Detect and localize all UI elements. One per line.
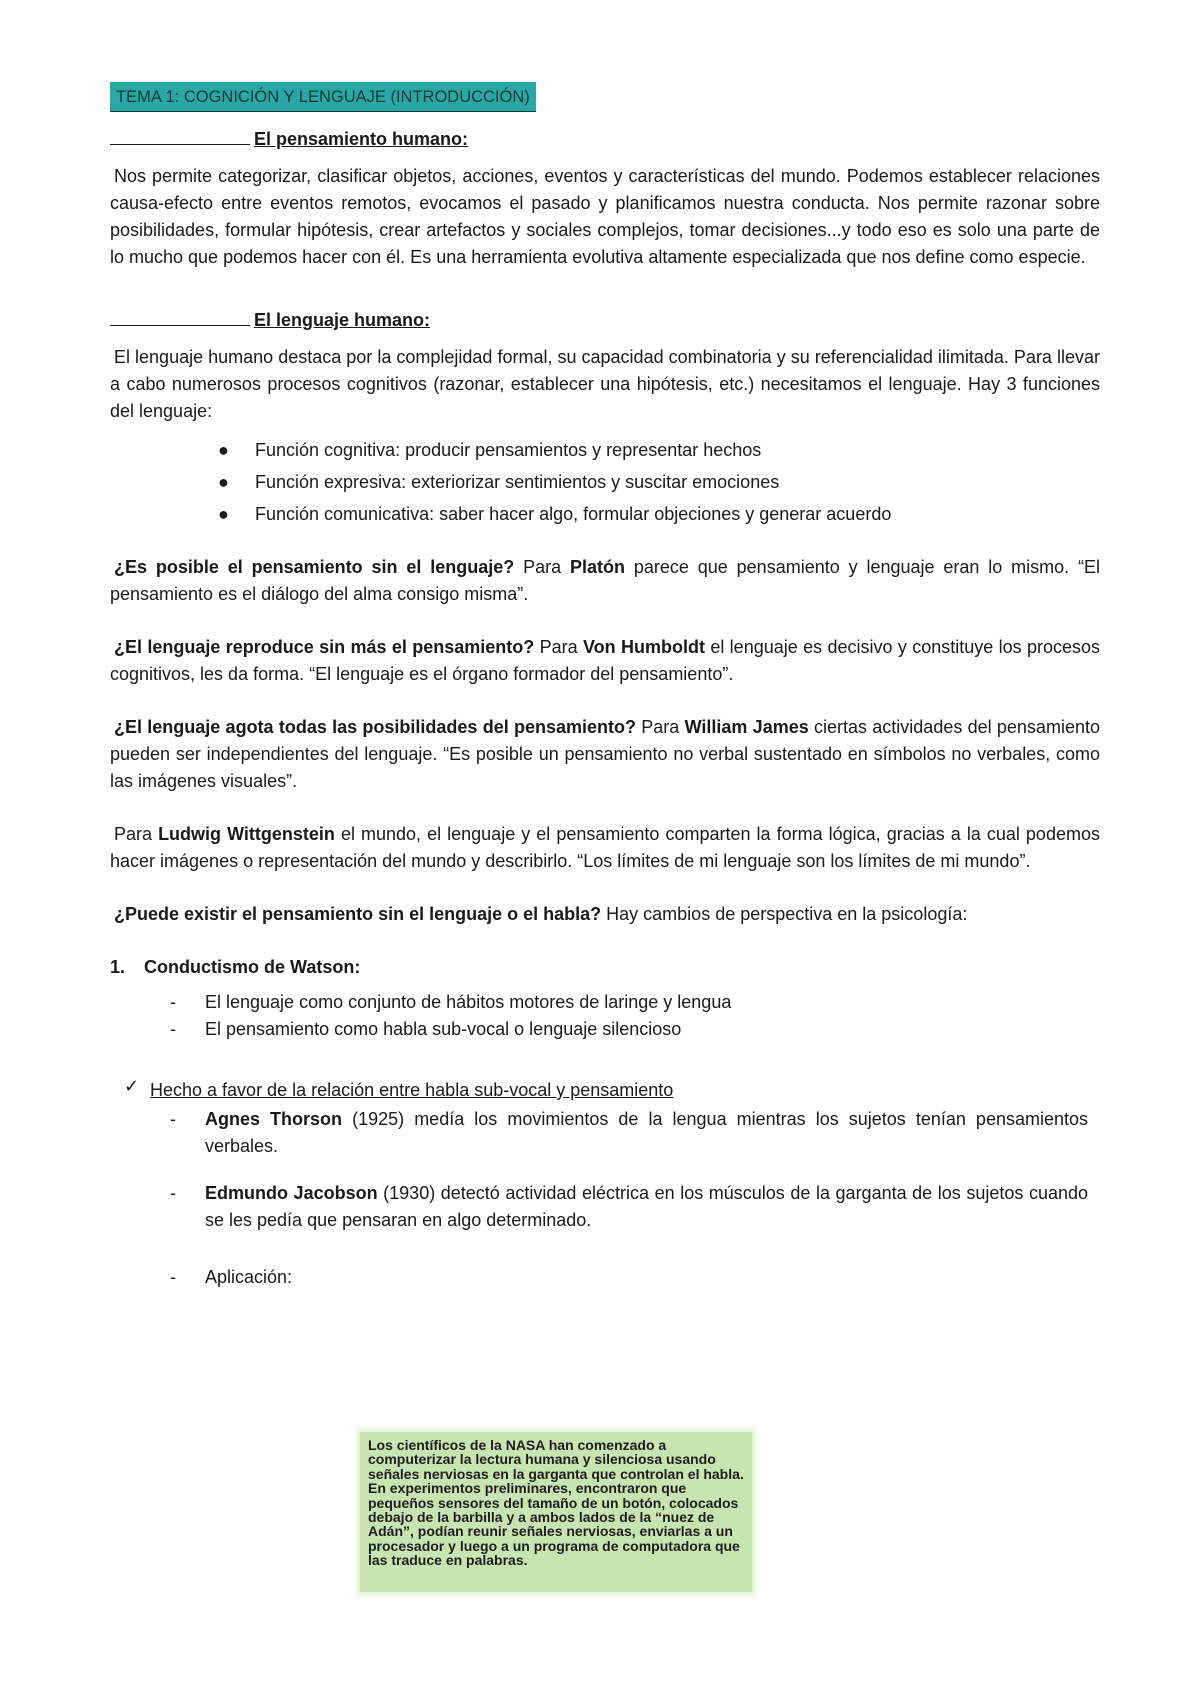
paragraph-platon	[110, 554, 1100, 608]
list-item-text: El pensamiento como habla sub-vocal o lenguaje silencioso	[205, 1019, 682, 1039]
section-heading-label: El lenguaje humano:	[254, 310, 431, 330]
list-item	[110, 1016, 1100, 1043]
dash-marker: -	[170, 1267, 176, 1287]
list-item	[110, 501, 1100, 528]
dash-marker: -	[170, 1019, 176, 1039]
author-name: Platón	[570, 557, 626, 577]
section-heading-pensamiento	[110, 126, 1100, 153]
paragraph-wittgenstein	[110, 821, 1100, 875]
nasa-text: . En experimentos preliminares, encontraron que pequeños sensores del tamaño de un botón, colocados debajo de la barbilla y a ambos lados de la “nuez de Adán”, podían reunir señales nerviosas, enviarlas a un procesador y luego a un programa de computadora que las traduce en palabras.	[368, 1465, 744, 1569]
list-item	[110, 469, 1100, 496]
list-item-text: Función cognitiva: producir pensamientos y representar hechos	[255, 440, 762, 460]
dash-marker: -	[170, 1183, 176, 1203]
question-bold: ¿El lenguaje reproduce sin más el pensamiento?	[114, 637, 535, 657]
page-title: TEMA 1: COGNICIÓN Y LENGUAJE (INTRODUCCIÓN)	[110, 82, 536, 112]
paragraph-lenguaje: El lenguaje humano destaca por la complejidad formal, su capacidad combinatoria y su referencialidad ilimitada. Para llevar a cabo numerosos procesos cognitivos (razonar, establecer una hipótesis, etc.) necesitamos el lenguaje. Hay 3 funciones del lenguaje:	[110, 347, 1100, 421]
text-span: Para	[114, 824, 159, 844]
text-span: Para	[514, 557, 570, 577]
bullet-icon: ●	[218, 472, 229, 492]
paragraph-james	[110, 714, 1100, 795]
text-span: el mundo, el lenguaje y el pensamiento comparten la forma lógica, gracias a la cual podemos hacer imágenes o representación del mundo y describirlo. “Los límites de mi lenguaje son los límites de mi mundo”.	[110, 824, 1100, 871]
document-page	[110, 82, 1100, 1311]
text-span: (1930) detectó actividad eléctrica en los músculos de la garganta de los sujetos cuando se les pedía que pensaran en algo determinado.	[205, 1183, 1089, 1230]
author-name: Edmundo Jacobson	[205, 1183, 378, 1203]
text-span: Para	[534, 637, 583, 657]
paragraph-pensamiento: Nos permite categorizar, clasificar objetos, acciones, eventos y características del mundo. Podemos establecer relaciones causa-efecto entre eventos remotos, evocamos el pasado y planificamos nuestra conducta. Nos permite razonar sobre posibilidades, formular hipótesis, crear artefactos y sociales complejos, tomar decisiones...y todo eso es solo una parte de lo mucho que podemos hacer con él. Es una herramienta evolutiva altamente especializada que nos define como especie.	[110, 166, 1100, 267]
author-name: Von Humboldt	[582, 637, 705, 657]
functions-list	[110, 437, 1100, 528]
nasa-text-bold: señales nerviosas en la garganta que controlan el habla	[368, 1465, 740, 1482]
author-name: Ludwig Wittgenstein	[158, 824, 335, 844]
check-heading	[110, 1077, 1100, 1104]
watson-list	[110, 989, 1100, 1043]
text-span: Para	[636, 717, 685, 737]
thorson-item	[110, 1106, 1100, 1160]
numbered-heading-text: Conductismo de Watson:	[144, 957, 361, 977]
nasa-quote-image	[360, 1432, 752, 1592]
list-item-text: Función comunicativa: saber hacer algo, formular objeciones y generar acuerdo	[255, 504, 892, 524]
checkmark-icon: ✓	[124, 1076, 140, 1096]
section-heading-lenguaje	[110, 307, 1100, 334]
heading-underline-blank	[110, 307, 250, 326]
text-span: parece que pensamiento y lenguaje eran lo mismo. “El pensamiento es el diálogo del alma consigo misma”.	[110, 557, 1100, 604]
check-heading-text: Hecho a favor de la relación entre habla sub-vocal y pensamiento	[150, 1080, 674, 1100]
list-item	[110, 437, 1100, 464]
text-span: Hay cambios de perspectiva en la psicología:	[601, 904, 968, 924]
aplicacion-item	[110, 1264, 1100, 1291]
paragraph-humboldt	[110, 634, 1100, 688]
numbered-heading-watson	[110, 954, 1100, 981]
author-name: Agnes Thorson	[205, 1109, 343, 1129]
dash-marker: -	[170, 1109, 176, 1129]
text-span: ciertas actividades del pensamiento pueden ser independientes del lenguaje. “Es posible un pensamiento no verbal sustentado en símbolos no verbales, como las imágenes visuales”.	[110, 717, 1100, 791]
list-item-text: El lenguaje como conjunto de hábitos motores de laringe y lengua	[205, 992, 732, 1012]
nasa-text: Los científicos de la NASA han comenzado a computerizar la lectura humana y silenciosa usando	[368, 1437, 716, 1468]
question-bold: ¿Es posible el pensamiento sin el lenguaje?	[114, 557, 515, 577]
text-span: (1925) medía los movimientos de la lengua mientras los sujetos tenían pensamientos verbales.	[205, 1109, 1088, 1156]
list-item	[110, 989, 1100, 1016]
dash-marker: -	[170, 992, 176, 1012]
list-number: 1.	[110, 957, 126, 977]
text-span: el lenguaje es decisivo y constituye los procesos cognitivos, les da forma. “El lenguaje es el órgano formador del pensamiento”.	[110, 637, 1100, 684]
jacobson-item	[110, 1180, 1100, 1234]
author-name: William James	[684, 717, 809, 737]
paragraph-habla	[110, 901, 1100, 928]
bullet-icon: ●	[218, 504, 229, 524]
heading-underline-blank	[110, 126, 250, 145]
bullet-icon: ●	[218, 440, 229, 460]
question-bold: ¿El lenguaje agota todas las posibilidades del pensamiento?	[114, 717, 636, 737]
section-heading-label: El pensamiento humano:	[254, 129, 469, 149]
question-bold: ¿Puede existir el pensamiento sin el lenguaje o el habla?	[114, 904, 602, 924]
aplicacion-label: Aplicación:	[205, 1267, 293, 1287]
list-item-text: Función expresiva: exteriorizar sentimientos y suscitar emociones	[255, 472, 780, 492]
